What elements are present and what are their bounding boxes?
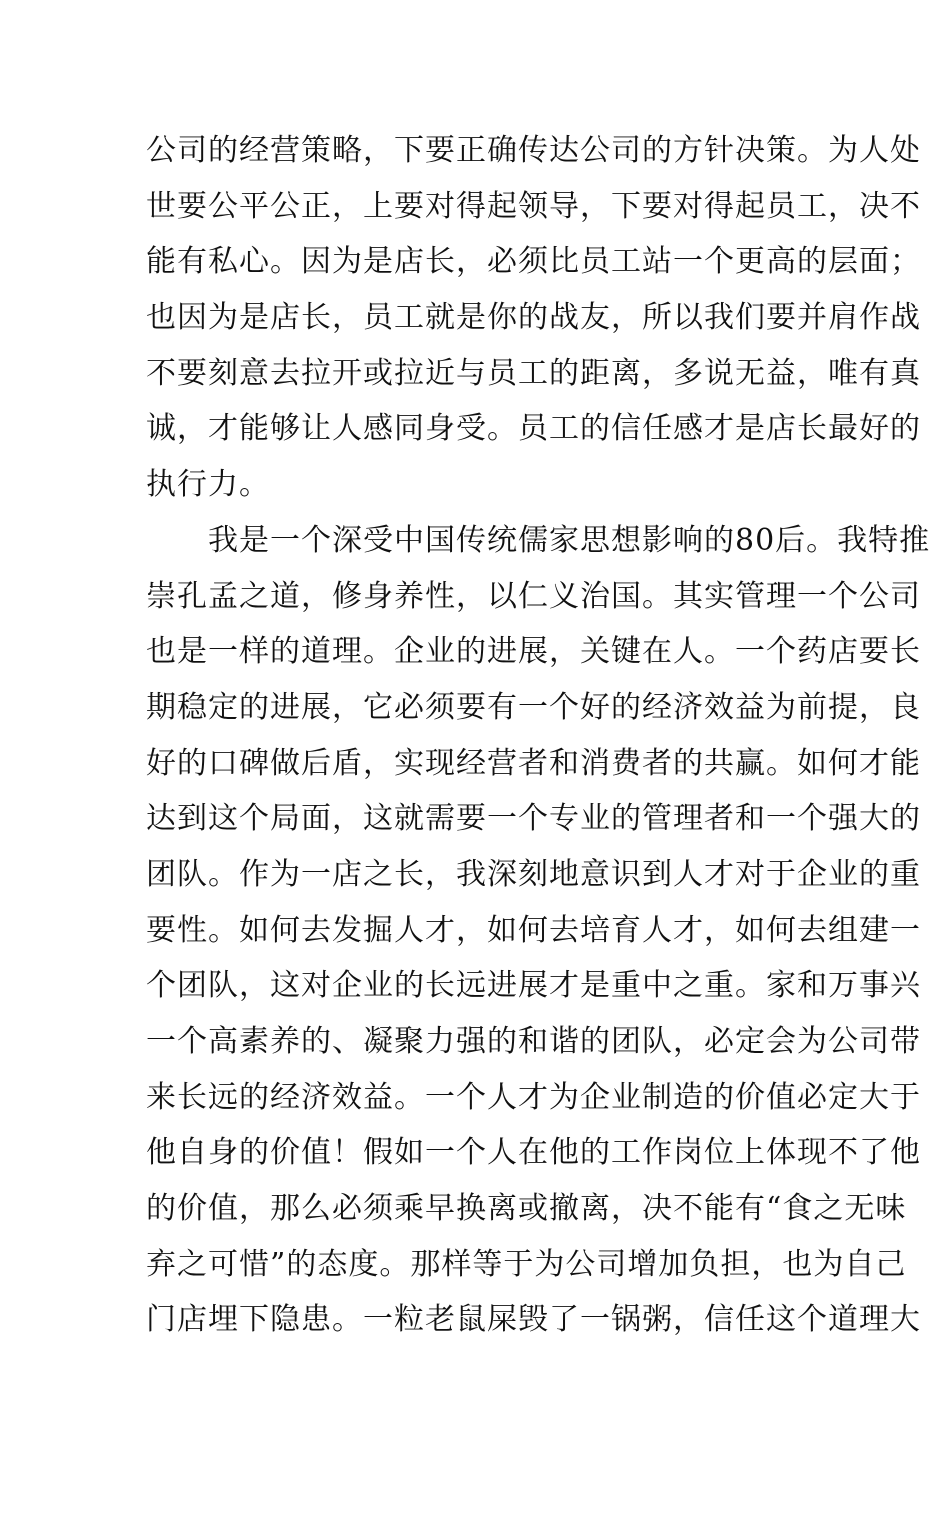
- text-line: 团队。作为一店之长，我深刻地意识到人才对于企业的重: [146, 852, 816, 908]
- text-line: 的价值，那么必须乘早换离或撤离，决不能有“食之无味: [146, 1186, 816, 1242]
- text-line: 诚，才能够让人感同身受。员工的信任感才是店长最好的: [146, 406, 816, 462]
- text-line: 也是一样的道理。企业的进展，关键在人。一个药店要长: [146, 629, 816, 685]
- text-line: 个团队，这对企业的长远进展才是重中之重。家和万事兴: [146, 963, 816, 1019]
- text-line: 门店埋下隐患。一粒老鼠屎毁了一锅粥，信任这个道理大: [146, 1297, 816, 1353]
- text-line: 我是一个深受中国传统儒家思想影响的80后。我特推: [146, 518, 816, 574]
- text-line: 来长远的经济效益。一个人才为企业制造的价值必定大于: [146, 1075, 816, 1131]
- text-line: 公司的经营策略，下要正确传达公司的方针决策。为人处: [146, 128, 816, 184]
- text-line: 执行力。: [146, 462, 816, 518]
- text-line: [146, 1465, 816, 1520]
- text-line: 期稳定的进展，它必须要有一个好的经济效益为前提，良: [146, 685, 816, 741]
- text-line: 好的口碑做后盾，实现经营者和消费者的共赢。如何才能: [146, 741, 816, 797]
- text-line: 也因为是店长，员工就是你的战友，所以我们要并肩作战: [146, 295, 816, 351]
- body-text: [146, 128, 816, 1520]
- text-line: 达到这个局面，这就需要一个专业的管理者和一个强大的: [146, 796, 816, 852]
- text-line: 能有私心。因为是店长，必须比员工站一个更高的层面；: [146, 239, 816, 295]
- text-line: 弃之可惜”的态度。那样等于为公司增加负担，也为自己: [146, 1242, 816, 1298]
- text-line: 崇孔孟之道，修身养性，以仁义治国。其实管理一个公司: [146, 574, 816, 630]
- text-line: 他自身的价值！假如一个人在他的工作岗位上体现不了他: [146, 1130, 816, 1186]
- text-line: 一个高素养的、凝聚力强的和谐的团队，必定会为公司带: [146, 1019, 816, 1075]
- text-line: [146, 1353, 816, 1409]
- paragraph-2: [146, 518, 816, 1520]
- text-line: 不要刻意去拉开或拉近与员工的距离，多说无益，唯有真: [146, 351, 816, 407]
- text-line: 世要公平公正，上要对得起领导，下要对得起员工，决不: [146, 184, 816, 240]
- paragraph-1: [146, 128, 816, 518]
- text-line: [146, 1409, 816, 1465]
- text-line: 要性。如何去发掘人才，如何去培育人才，如何去组建一: [146, 908, 816, 964]
